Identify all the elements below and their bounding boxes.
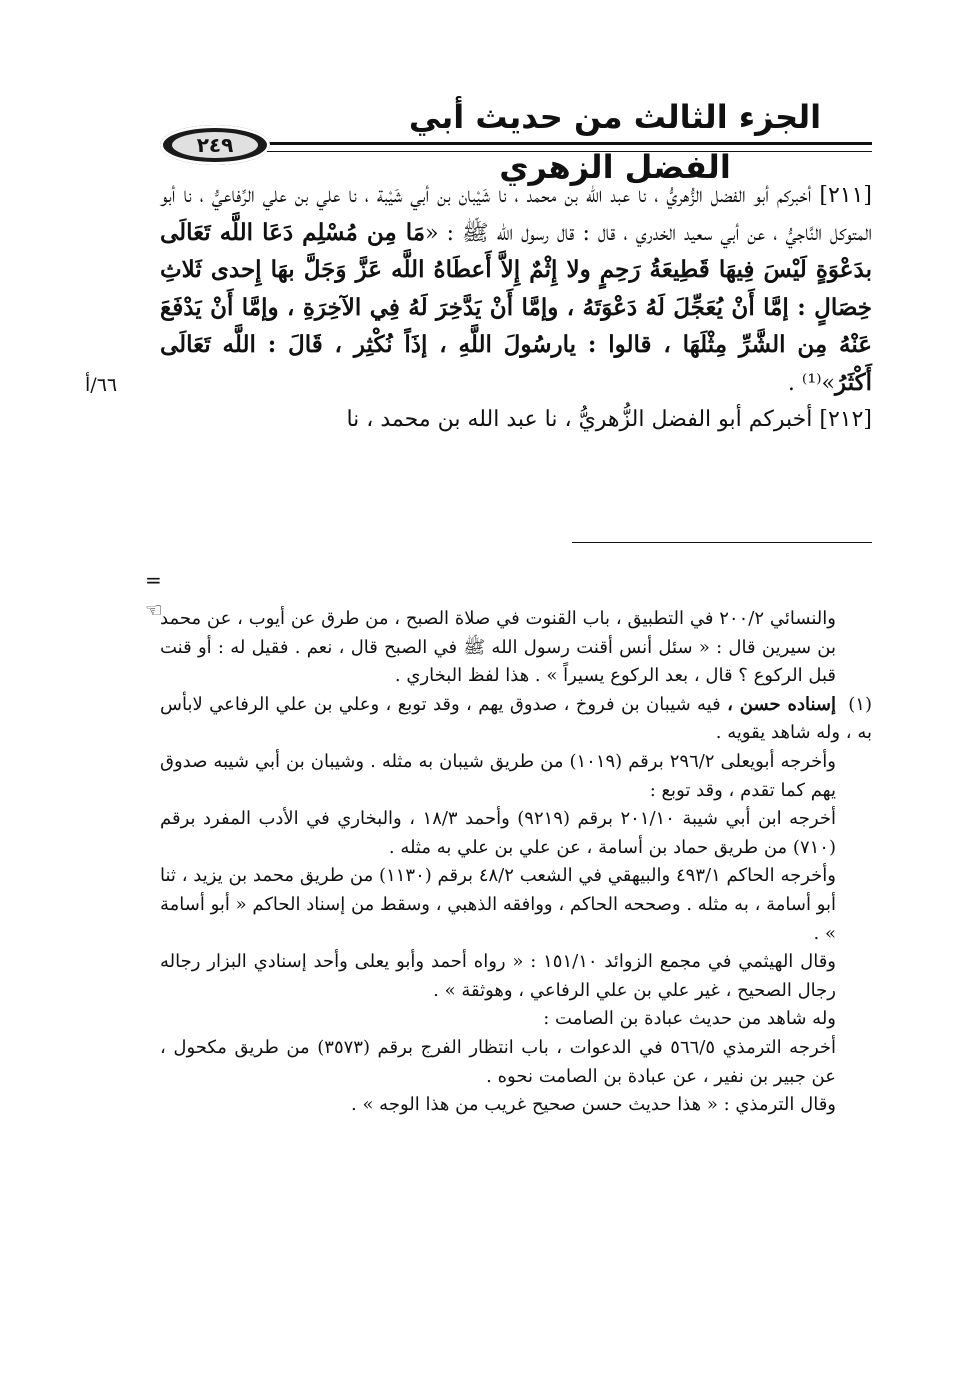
footnote-paragraph: وأخرجه أبويعلى ٢٩٦/٢ برقم (١٠١٩) من طريق شيبان به مثله . وشيبان بن أبي شيبه صدوق يهم كما تقدم ، وقد توبع : <box>160 750 836 801</box>
hadith-211-close: »⁽¹⁾ . <box>787 370 836 396</box>
footnote-1-label: إسناده حسن ، <box>727 693 836 715</box>
hadith-212 <box>160 402 872 439</box>
continuation-mark: = ☜ <box>145 568 163 622</box>
footnote-paragraph: وأخرجه الحاكم ٤٩٣/١ والبيهقي في الشعب ٤٨/٢ برقم (١١٣٠) من طريق محمد بن يزيد ، ثنا أبو أسامة ، به مثله . وصححه الحاكم ، ووافقه الذهبي ، وسقط من إسناد الحاكم « أبو أسامة » . <box>160 865 836 944</box>
footnote-1-number: (١) <box>848 693 872 715</box>
footnote-paragraph: أخرجه ابن أبي شيبة ٢٠١/١٠ برقم (٩٢١٩) وأحمد ١٨/٣ ، والبخاري في الأدب المفرد برقم (٧١٠) من طريق حماد بن أسامة ، عن علي بن علي به مثله . <box>160 808 836 858</box>
hadith-212-chain: أخبركم أبو الفضل الزُّهريُّ ، نا عبد الله بن محمد ، نا <box>346 407 813 432</box>
footnote-1-text: فيه شيبان بن فروخ ، صدوق يهم ، وقد توبع ، وعلي بن علي الرفاعي لابأس به ، وله شاهد يقويه . <box>160 693 872 744</box>
page-number-badge <box>160 125 270 165</box>
footnote-continued: والنسائي ٢٠٠/٢ في التطبيق ، باب القنوت في صلاة الصبح ، من طرق عن أيوب ، عن محمد بن سيرين قال : « سئل أنس أقنت رسول الله ﷺ في الصبح قال ، نعم . فقيل له : أو قنت قبل الركوع ؟ قال ، بعد الركوع يسيراً » . هذا لفظ البخاري . <box>160 608 836 687</box>
hadith-211-chain: أخبركم أبو الفضل الزُّهريُّ ، نا عبد الله بن محمد ، نا شَيْبان بن أبي شَيْبة ، نا علي بن علي الرِّفاعيُّ ، نا أبو المتوكل النَّاجيُّ ، عن أبي سعيد الخدري ، قال : قال رسول الله ﷺ : « <box>160 183 873 246</box>
footnote-paragraph: وله شاهد من حديث عبادة بن الصامت : <box>543 1008 836 1030</box>
running-header-title: الجزء الثالث من حديث أبي الفضل الزهري <box>408 98 822 186</box>
footnotes <box>160 605 872 1120</box>
footnote-paragraph: وقال الهيثمي في مجمع الزوائد ١٥١/١٠ : « رواه أحمد وأبو يعلى وأحد إسنادي البزار رجاله رجال الصحيح ، غير علي بن علي الرفاعي ، وهوثقة » . <box>160 951 836 1001</box>
header-rule <box>220 142 872 152</box>
hadith-212-number: [٢١٢] <box>819 407 872 432</box>
hadith-211-number: [٢١١] <box>819 183 872 208</box>
main-text <box>160 178 872 439</box>
footnote-paragraph: وقال الترمذي : « هذا حديث حسن صحيح غريب من هذا الوجه » . <box>351 1094 836 1116</box>
page-number: ٢٤٩ <box>172 132 258 158</box>
manuscript-folio-note: ٦٦/أ <box>85 374 118 396</box>
footnote-1 <box>160 691 872 748</box>
footnote-separator <box>572 542 872 543</box>
hadith-211 <box>160 178 872 402</box>
hadith-211-text: مَا مِن مُسْلِم دَعَا اللَّه تَعَالَى بدَعْوَةٍ لَيْسَ فِيهَا قَطِيعَةُ رَحِمٍ ولا إِثْمٌ إِلاَّ أَعطَاهُ اللَّه عَزَّ وَجَلَّ بهَا إِحدى ثَلاثِ خِصَالٍ : إمَّا أَنْ يُعَجِّلَ لَهُ دَعْوَتَهُ ، وإمَّا أَنْ يَدَّخِرَ لَهُ فِي الآخِرَةِ ، وإمَّا أَنْ يَدْفَعَ عَنْهُ مِن الشَّرِّ مِثْلَهَا ، قالوا : يارسُولَ اللَّهِ ، إذَاً نُكْثِر ، قَالَ : اللَّه تَعَالَى أَكْثَرُ <box>160 218 872 396</box>
footnote-paragraph: أخرجه الترمذي ٥٦٦/٥ في الدعوات ، باب انتظار الفرج برقم (٣٥٧٣) من طريق مكحول ، عن جبير بن نفير ، عن عبادة بن الصامت نحوه . <box>160 1036 837 1087</box>
